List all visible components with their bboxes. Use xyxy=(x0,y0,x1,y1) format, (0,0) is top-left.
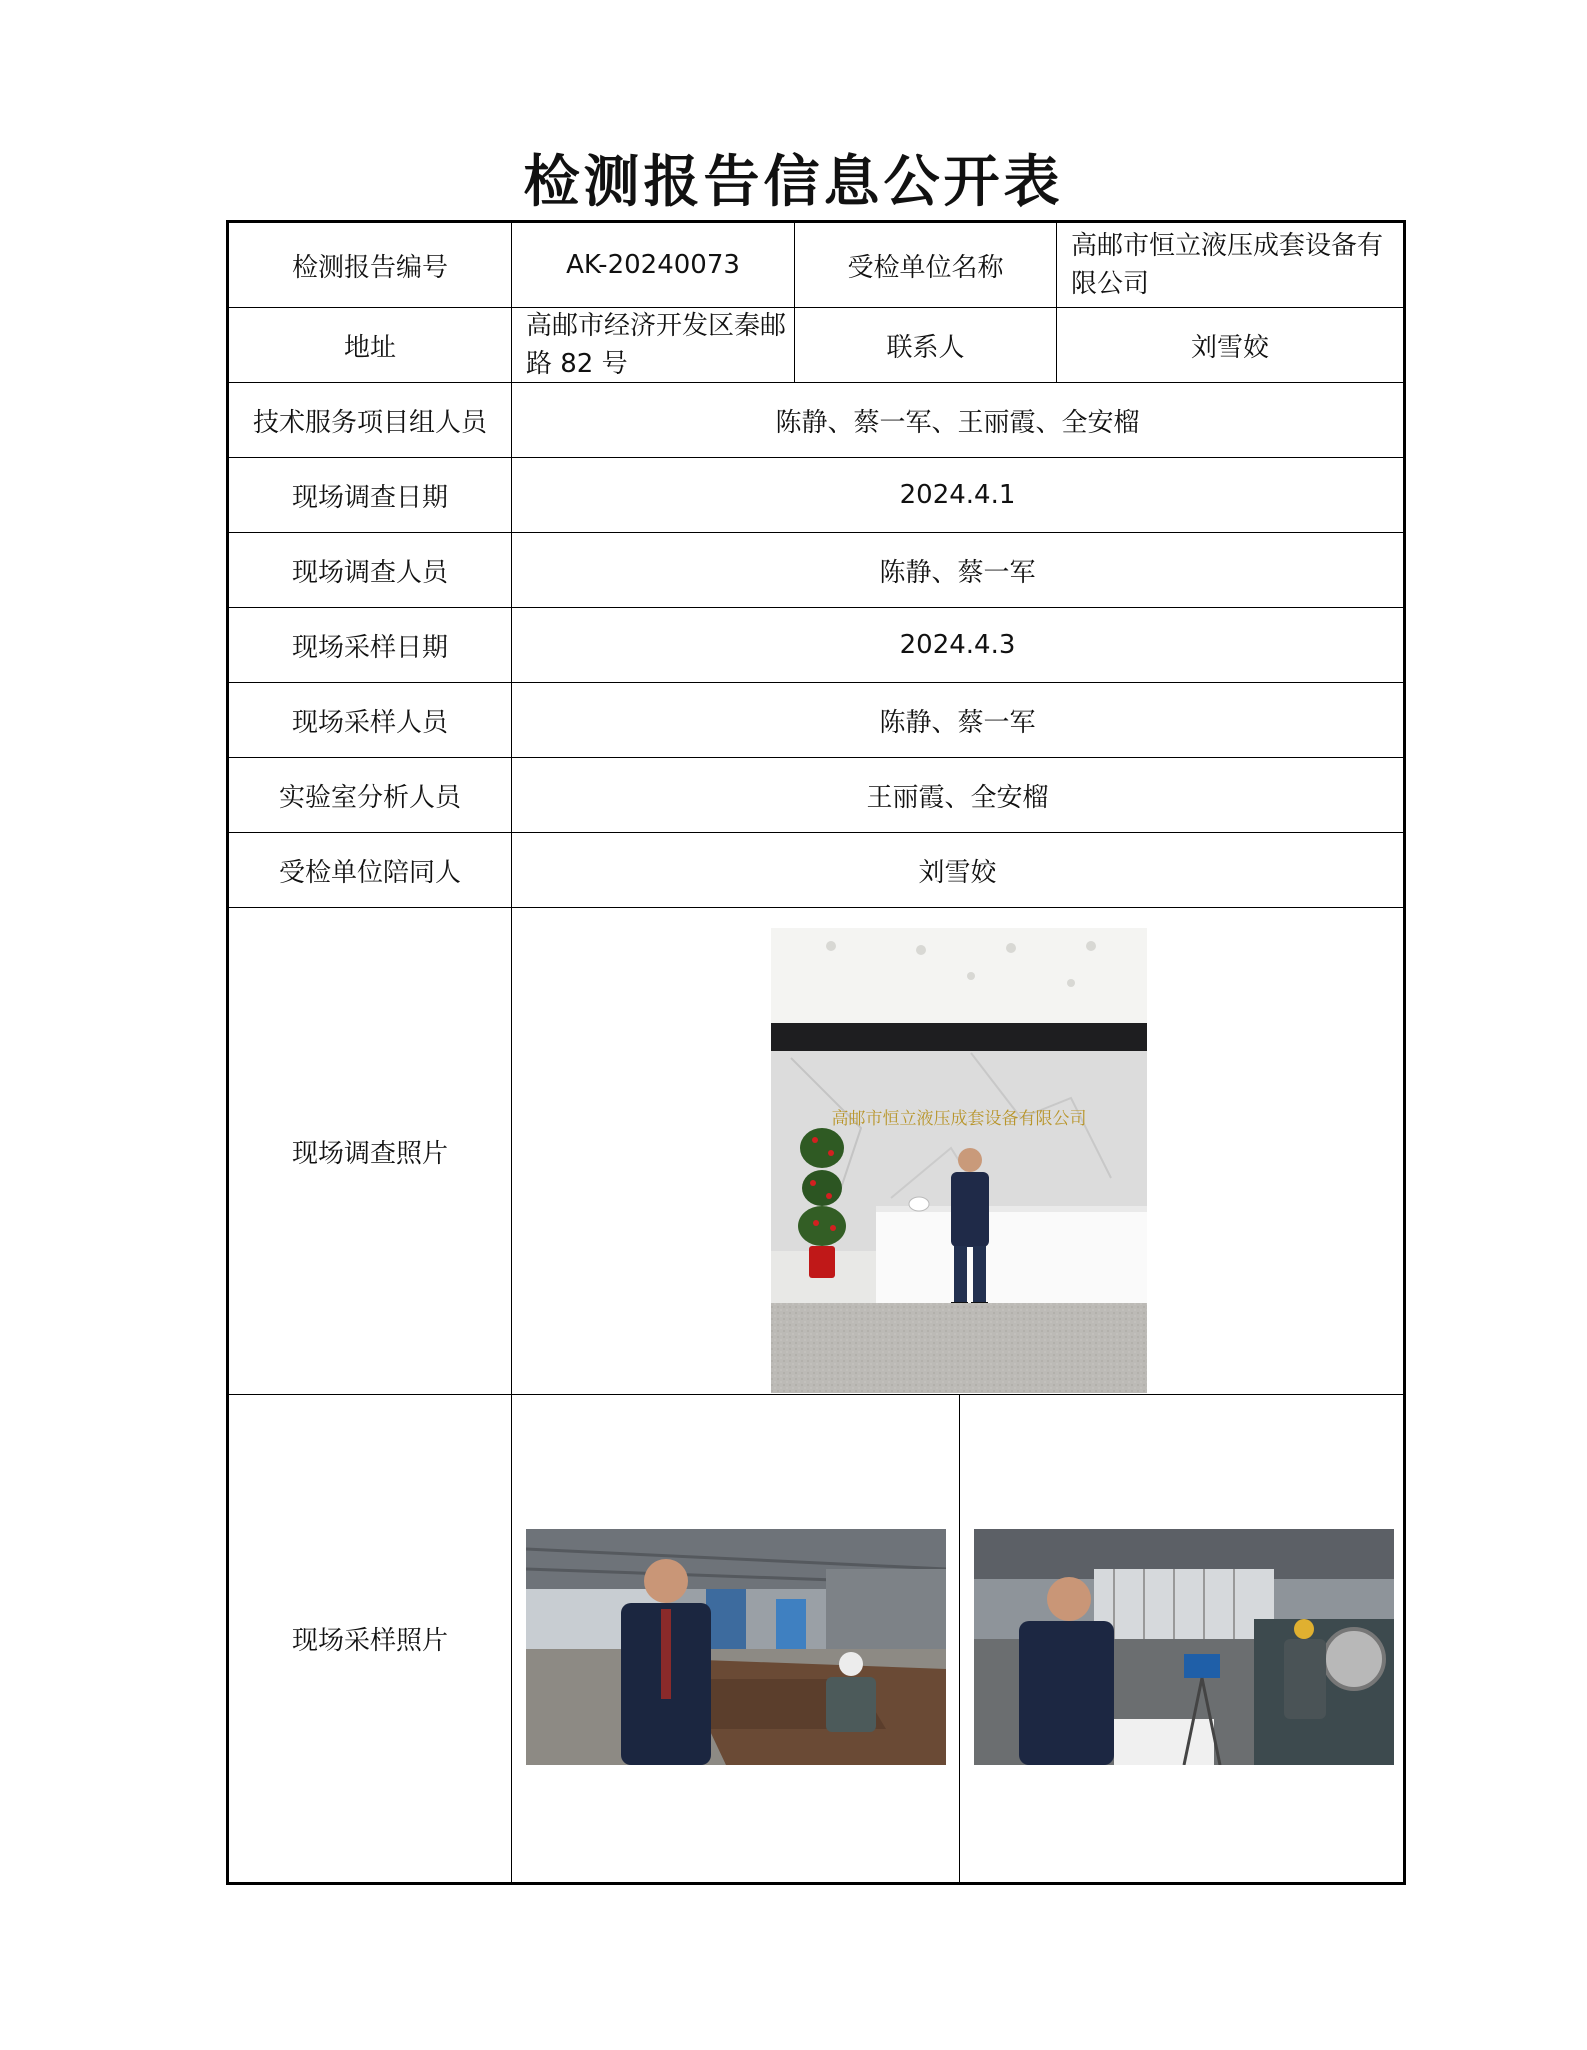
address-value: 高邮市经济开发区秦邮路 82 号 xyxy=(512,308,795,383)
unit-name-label: 受检单位名称 xyxy=(795,223,1057,308)
page-title: 检测报告信息公开表 xyxy=(523,149,1064,215)
sampling-photo-label: 现场采样照片 xyxy=(229,1395,512,1882)
survey-date-value: 2024.4.1 xyxy=(512,458,1403,533)
sampling-photo-2 xyxy=(974,1529,1394,1765)
survey-photo-sign: 高邮市恒立液压成套设备有限公司 xyxy=(831,1109,1087,1129)
lab-staff-label: 实验室分析人员 xyxy=(229,758,512,833)
sampling-staff-value: 陈静、蔡一军 xyxy=(512,683,1403,758)
contact-value: 刘雪姣 xyxy=(1057,308,1403,383)
report-no-label: 检测报告编号 xyxy=(229,223,512,308)
sampling-date-label: 现场采样日期 xyxy=(229,608,512,683)
contact-label: 联系人 xyxy=(795,308,1057,383)
sampling-staff-label: 现场采样人员 xyxy=(229,683,512,758)
lab-staff-value: 王丽霞、全安榴 xyxy=(512,758,1403,833)
address-label: 地址 xyxy=(229,308,512,383)
sampling-photo-1 xyxy=(526,1529,946,1765)
survey-photo xyxy=(771,928,1147,1393)
team-label: 技术服务项目组人员 xyxy=(229,383,512,458)
info-table xyxy=(226,220,1406,1885)
survey-date-label: 现场调查日期 xyxy=(229,458,512,533)
team-value: 陈静、蔡一军、王丽霞、全安榴 xyxy=(512,383,1403,458)
escort-label: 受检单位陪同人 xyxy=(229,833,512,908)
escort-value: 刘雪姣 xyxy=(512,833,1403,908)
survey-staff-value: 陈静、蔡一军 xyxy=(512,533,1403,608)
report-no-value: AK-20240073 xyxy=(512,223,795,308)
unit-name-value: 高邮市恒立液压成套设备有限公司 xyxy=(1057,223,1403,308)
sampling-date-value: 2024.4.3 xyxy=(512,608,1403,683)
survey-photo-label: 现场调查照片 xyxy=(229,908,512,1395)
survey-staff-label: 现场调查人员 xyxy=(229,533,512,608)
